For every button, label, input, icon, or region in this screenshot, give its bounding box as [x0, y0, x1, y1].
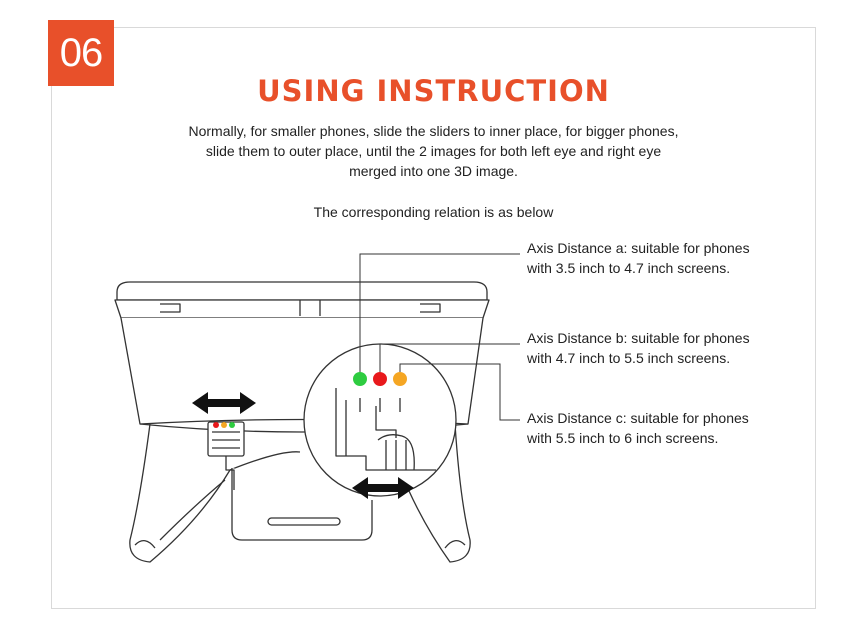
caption-c-line-2: with 5.5 inch to 6 inch screens. — [527, 430, 719, 446]
page-title: USING INSTRUCTION — [257, 74, 610, 108]
intro-line-3: merged into one 3D image. — [349, 163, 518, 179]
caption-a-line-2: with 3.5 inch to 4.7 inch screens. — [527, 260, 731, 276]
caption-a-line-1: Axis Distance a: suitable for phones — [527, 240, 750, 256]
intro-line-2: slide them to outer place, until the 2 images for both left eye and right eye — [205, 143, 662, 159]
intro-line-1: Normally, for smaller phones, slide the sliders to inner place, for bigger phones, — [188, 123, 679, 139]
indicator-dot-c — [393, 372, 407, 386]
headset-top-lid — [117, 282, 487, 300]
caption-axis-b — [527, 328, 827, 368]
indicator-dot-a — [353, 372, 367, 386]
caption-axis-c — [527, 408, 827, 448]
caption-axis-a — [527, 238, 827, 278]
caption-b-line-1: Axis Distance b: suitable for phones — [527, 330, 750, 346]
step-number-badge: 06 — [48, 20, 114, 86]
caption-b-line-2: with 4.7 inch to 5.5 inch screens. — [527, 350, 731, 366]
relation-heading: The corresponding relation is as below — [313, 204, 554, 220]
indicator-dot-b — [373, 372, 387, 386]
caption-c-line-1: Axis Distance c: suitable for phones — [527, 410, 749, 426]
